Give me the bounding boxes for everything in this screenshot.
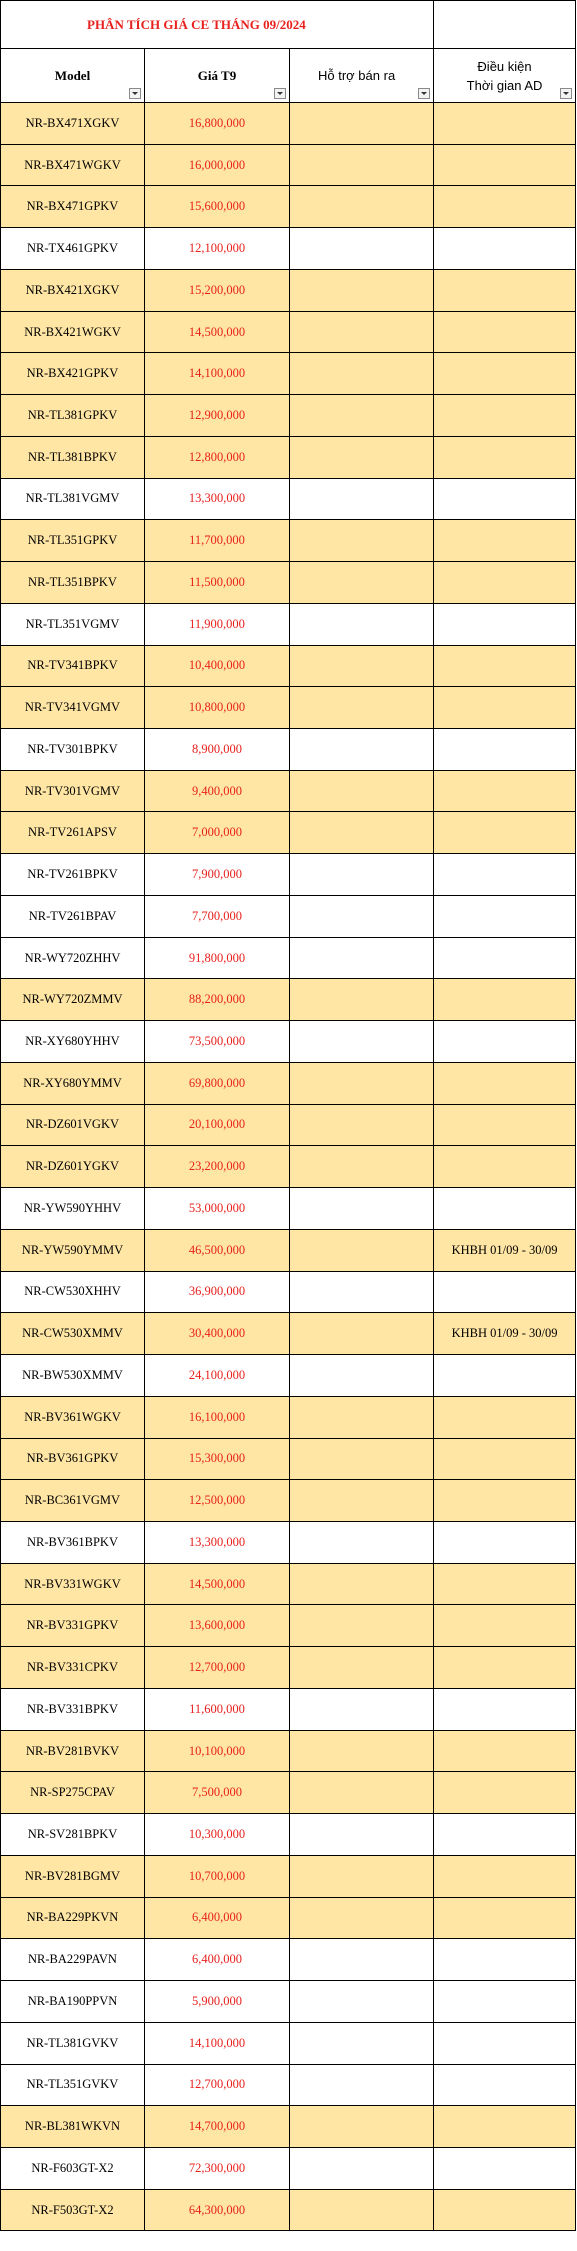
model-cell[interactable]: NR-BV361WGKV bbox=[1, 1396, 145, 1438]
table-row bbox=[1, 1563, 576, 1605]
condition-cell[interactable] bbox=[434, 895, 576, 937]
price-cell[interactable]: 7,500,000 bbox=[145, 1772, 290, 1814]
condition-cell[interactable] bbox=[434, 603, 576, 645]
price-cell[interactable]: 91,800,000 bbox=[145, 937, 290, 979]
table-row bbox=[1, 1897, 576, 1939]
condition-cell[interactable] bbox=[434, 2147, 576, 2189]
table-row bbox=[1, 1396, 576, 1438]
price-cell[interactable]: 15,300,000 bbox=[145, 1438, 290, 1480]
price-cell[interactable]: 10,700,000 bbox=[145, 1855, 290, 1897]
model-cell[interactable]: NR-CW530XHHV bbox=[1, 1271, 145, 1313]
model-cell[interactable]: NR-BV281BGMV bbox=[1, 1855, 145, 1897]
price-cell[interactable]: 12,900,000 bbox=[145, 395, 290, 437]
table-row bbox=[1, 729, 576, 771]
sheet-title[interactable]: PHÂN TÍCH GIÁ CE THÁNG 09/2024 bbox=[1, 1, 434, 49]
support-cell[interactable] bbox=[290, 144, 434, 186]
condition-cell[interactable] bbox=[434, 353, 576, 395]
title-row bbox=[1, 1, 576, 49]
price-cell[interactable]: 12,500,000 bbox=[145, 1480, 290, 1522]
table-row bbox=[1, 645, 576, 687]
price-cell[interactable]: 6,400,000 bbox=[145, 1939, 290, 1981]
support-cell[interactable] bbox=[290, 2147, 434, 2189]
support-cell[interactable] bbox=[290, 478, 434, 520]
table-row bbox=[1, 937, 576, 979]
model-cell[interactable]: NR-F503GT-X2 bbox=[1, 2189, 145, 2231]
support-cell[interactable] bbox=[290, 186, 434, 228]
condition-cell[interactable] bbox=[434, 1480, 576, 1522]
table-row bbox=[1, 1229, 576, 1271]
model-cell[interactable]: NR-TV301BPKV bbox=[1, 729, 145, 771]
condition-cell[interactable] bbox=[434, 520, 576, 562]
condition-cell[interactable] bbox=[434, 645, 576, 687]
table-row bbox=[1, 269, 576, 311]
model-cell[interactable]: NR-TL381BPKV bbox=[1, 436, 145, 478]
table-row bbox=[1, 186, 576, 228]
model-cell[interactable]: NR-TV261BPKV bbox=[1, 854, 145, 896]
support-cell[interactable] bbox=[290, 1021, 434, 1063]
table-row bbox=[1, 436, 576, 478]
table-row bbox=[1, 1855, 576, 1897]
price-cell[interactable]: 11,700,000 bbox=[145, 520, 290, 562]
condition-cell[interactable] bbox=[434, 1438, 576, 1480]
model-cell[interactable]: NR-DZ601VGKV bbox=[1, 1104, 145, 1146]
price-cell[interactable]: 12,100,000 bbox=[145, 228, 290, 270]
table-row bbox=[1, 687, 576, 729]
table-row bbox=[1, 1772, 576, 1814]
support-cell[interactable] bbox=[290, 979, 434, 1021]
model-cell[interactable]: NR-WY720ZHHV bbox=[1, 937, 145, 979]
table-row bbox=[1, 1313, 576, 1355]
support-cell[interactable] bbox=[290, 1480, 434, 1522]
header-model[interactable] bbox=[1, 49, 145, 103]
table-row bbox=[1, 562, 576, 604]
model-cell[interactable]: NR-SV281BPKV bbox=[1, 1814, 145, 1856]
support-cell[interactable] bbox=[290, 353, 434, 395]
condition-cell[interactable]: KHBH 01/09 - 30/09 bbox=[434, 1313, 576, 1355]
support-cell[interactable] bbox=[290, 2189, 434, 2231]
condition-cell[interactable] bbox=[434, 937, 576, 979]
model-cell[interactable]: NR-DZ601YGKV bbox=[1, 1146, 145, 1188]
header-condition-label-line2: Thời gian AD bbox=[466, 77, 543, 93]
model-cell[interactable]: NR-BV331GPKV bbox=[1, 1605, 145, 1647]
support-cell[interactable] bbox=[290, 1563, 434, 1605]
model-cell[interactable]: NR-BX421GPKV bbox=[1, 353, 145, 395]
support-cell[interactable] bbox=[290, 1897, 434, 1939]
model-cell[interactable]: NR-XY680YMMV bbox=[1, 1062, 145, 1104]
condition-cell[interactable] bbox=[434, 1855, 576, 1897]
table-row bbox=[1, 103, 576, 145]
condition-cell[interactable] bbox=[434, 1647, 576, 1689]
price-cell[interactable]: 46,500,000 bbox=[145, 1229, 290, 1271]
table-row bbox=[1, 1062, 576, 1104]
condition-cell[interactable]: KHBH 01/09 - 30/09 bbox=[434, 1229, 576, 1271]
header-price-label: Giá T9 bbox=[197, 67, 237, 83]
table-row bbox=[1, 1688, 576, 1730]
support-cell[interactable] bbox=[290, 1396, 434, 1438]
table-row bbox=[1, 1271, 576, 1313]
condition-cell[interactable] bbox=[434, 228, 576, 270]
model-cell[interactable]: NR-TV341BPKV bbox=[1, 645, 145, 687]
price-cell[interactable]: 13,300,000 bbox=[145, 478, 290, 520]
model-cell[interactable]: NR-TV261BPAV bbox=[1, 895, 145, 937]
model-cell[interactable]: NR-TV341VGMV bbox=[1, 687, 145, 729]
header-price[interactable] bbox=[145, 49, 290, 103]
model-cell[interactable]: NR-XY680YHHV bbox=[1, 1021, 145, 1063]
support-cell[interactable] bbox=[290, 1981, 434, 2023]
price-cell[interactable]: 8,900,000 bbox=[145, 729, 290, 771]
price-cell[interactable]: 15,600,000 bbox=[145, 186, 290, 228]
support-cell[interactable] bbox=[290, 645, 434, 687]
filter-dropdown-icon[interactable] bbox=[129, 88, 141, 99]
model-cell[interactable]: NR-BA229PKVN bbox=[1, 1897, 145, 1939]
price-cell[interactable]: 15,200,000 bbox=[145, 269, 290, 311]
model-cell[interactable]: NR-TL351GPKV bbox=[1, 520, 145, 562]
model-cell[interactable]: NR-F603GT-X2 bbox=[1, 2147, 145, 2189]
filter-dropdown-icon[interactable] bbox=[560, 88, 572, 99]
support-cell[interactable] bbox=[290, 854, 434, 896]
header-condition-label-line1: Điều kiện bbox=[477, 58, 532, 74]
model-cell[interactable]: NR-BX471GPKV bbox=[1, 186, 145, 228]
support-cell[interactable] bbox=[290, 1271, 434, 1313]
price-cell[interactable]: 12,800,000 bbox=[145, 436, 290, 478]
support-cell[interactable] bbox=[290, 520, 434, 562]
table-row bbox=[1, 895, 576, 937]
price-cell[interactable]: 7,000,000 bbox=[145, 812, 290, 854]
price-cell[interactable]: 11,600,000 bbox=[145, 1688, 290, 1730]
condition-cell[interactable] bbox=[434, 1355, 576, 1397]
table-row bbox=[1, 2147, 576, 2189]
table-row bbox=[1, 1188, 576, 1230]
condition-cell[interactable] bbox=[434, 436, 576, 478]
price-cell[interactable]: 12,700,000 bbox=[145, 2064, 290, 2106]
table-row bbox=[1, 1521, 576, 1563]
table-row bbox=[1, 1730, 576, 1772]
condition-cell[interactable] bbox=[434, 186, 576, 228]
table-row bbox=[1, 144, 576, 186]
support-cell[interactable] bbox=[290, 562, 434, 604]
price-cell[interactable]: 64,300,000 bbox=[145, 2189, 290, 2231]
model-cell[interactable]: NR-BX471WGKV bbox=[1, 144, 145, 186]
table-row bbox=[1, 1355, 576, 1397]
header-support[interactable] bbox=[290, 49, 434, 103]
table-row bbox=[1, 1480, 576, 1522]
support-cell[interactable] bbox=[290, 1730, 434, 1772]
table-row bbox=[1, 311, 576, 353]
condition-cell[interactable] bbox=[434, 1396, 576, 1438]
model-cell[interactable]: NR-BX471XGKV bbox=[1, 103, 145, 145]
table-row bbox=[1, 854, 576, 896]
condition-cell[interactable] bbox=[434, 1563, 576, 1605]
price-cell[interactable]: 14,500,000 bbox=[145, 1563, 290, 1605]
condition-cell[interactable] bbox=[434, 1521, 576, 1563]
condition-cell[interactable] bbox=[434, 770, 576, 812]
condition-cell[interactable] bbox=[434, 1897, 576, 1939]
support-cell[interactable] bbox=[290, 1605, 434, 1647]
support-cell[interactable] bbox=[290, 395, 434, 437]
model-cell[interactable]: NR-TL381VGMV bbox=[1, 478, 145, 520]
model-cell[interactable]: NR-CW530XMMV bbox=[1, 1313, 145, 1355]
table-row bbox=[1, 979, 576, 1021]
header-model-label: Model bbox=[54, 67, 91, 83]
price-cell[interactable]: 7,900,000 bbox=[145, 854, 290, 896]
price-cell[interactable]: 14,500,000 bbox=[145, 311, 290, 353]
table-row bbox=[1, 1814, 576, 1856]
filter-dropdown-icon[interactable] bbox=[274, 88, 286, 99]
support-cell[interactable] bbox=[290, 1438, 434, 1480]
model-cell[interactable]: NR-SP275CPAV bbox=[1, 1772, 145, 1814]
condition-cell[interactable] bbox=[434, 395, 576, 437]
support-cell[interactable] bbox=[290, 1647, 434, 1689]
table-row bbox=[1, 1647, 576, 1689]
model-cell[interactable]: NR-BL381WKVN bbox=[1, 2106, 145, 2148]
condition-cell[interactable] bbox=[434, 1730, 576, 1772]
price-cell[interactable]: 16,100,000 bbox=[145, 1396, 290, 1438]
model-cell[interactable]: NR-TV301VGMV bbox=[1, 770, 145, 812]
model-cell[interactable]: NR-YW590YHHV bbox=[1, 1188, 145, 1230]
condition-cell[interactable] bbox=[434, 1188, 576, 1230]
condition-cell[interactable] bbox=[434, 103, 576, 145]
support-cell[interactable] bbox=[290, 770, 434, 812]
price-cell[interactable]: 12,700,000 bbox=[145, 1647, 290, 1689]
table-row bbox=[1, 2022, 576, 2064]
price-cell[interactable]: 16,000,000 bbox=[145, 144, 290, 186]
condition-cell[interactable] bbox=[434, 1772, 576, 1814]
support-cell[interactable] bbox=[290, 1313, 434, 1355]
price-cell[interactable]: 11,900,000 bbox=[145, 603, 290, 645]
header-support-label: Hỗ trợ bán ra bbox=[318, 68, 396, 83]
condition-cell[interactable] bbox=[434, 1688, 576, 1730]
condition-cell[interactable] bbox=[434, 1939, 576, 1981]
model-cell[interactable]: NR-YW590YMMV bbox=[1, 1229, 145, 1271]
model-cell[interactable]: NR-TX461GPKV bbox=[1, 228, 145, 270]
price-cell[interactable]: 24,100,000 bbox=[145, 1355, 290, 1397]
condition-cell[interactable] bbox=[434, 729, 576, 771]
table-row bbox=[1, 603, 576, 645]
model-cell[interactable]: NR-BV361BPKV bbox=[1, 1521, 145, 1563]
price-cell[interactable]: 11,500,000 bbox=[145, 562, 290, 604]
price-cell[interactable]: 23,200,000 bbox=[145, 1146, 290, 1188]
model-cell[interactable]: NR-TL381GPKV bbox=[1, 395, 145, 437]
table-row bbox=[1, 1146, 576, 1188]
price-cell[interactable]: 72,300,000 bbox=[145, 2147, 290, 2189]
table-row bbox=[1, 2189, 576, 2231]
support-cell[interactable] bbox=[290, 103, 434, 145]
price-cell[interactable]: 9,400,000 bbox=[145, 770, 290, 812]
model-cell[interactable]: NR-BV331WGKV bbox=[1, 1563, 145, 1605]
price-cell[interactable]: 14,100,000 bbox=[145, 2022, 290, 2064]
price-cell[interactable]: 14,100,000 bbox=[145, 353, 290, 395]
table-row bbox=[1, 812, 576, 854]
price-cell[interactable]: 53,000,000 bbox=[145, 1188, 290, 1230]
model-cell[interactable]: NR-TL351BPKV bbox=[1, 562, 145, 604]
price-cell[interactable]: 10,100,000 bbox=[145, 1730, 290, 1772]
price-cell[interactable]: 16,800,000 bbox=[145, 103, 290, 145]
price-cell[interactable]: 13,300,000 bbox=[145, 1521, 290, 1563]
condition-cell[interactable] bbox=[434, 2189, 576, 2231]
model-cell[interactable]: NR-TL351GVKV bbox=[1, 2064, 145, 2106]
table-row bbox=[1, 1021, 576, 1063]
support-cell[interactable] bbox=[290, 1688, 434, 1730]
price-cell[interactable]: 30,400,000 bbox=[145, 1313, 290, 1355]
support-cell[interactable] bbox=[290, 895, 434, 937]
support-cell[interactable] bbox=[290, 311, 434, 353]
price-cell[interactable]: 5,900,000 bbox=[145, 1981, 290, 2023]
table-row bbox=[1, 478, 576, 520]
price-cell[interactable]: 88,200,000 bbox=[145, 979, 290, 1021]
support-cell[interactable] bbox=[290, 729, 434, 771]
price-cell[interactable]: 73,500,000 bbox=[145, 1021, 290, 1063]
condition-cell[interactable] bbox=[434, 1104, 576, 1146]
table-row bbox=[1, 1438, 576, 1480]
model-cell[interactable]: NR-BA190PPVN bbox=[1, 1981, 145, 2023]
table-row bbox=[1, 520, 576, 562]
condition-cell[interactable] bbox=[434, 478, 576, 520]
support-cell[interactable] bbox=[290, 1772, 434, 1814]
condition-cell[interactable] bbox=[434, 562, 576, 604]
condition-cell[interactable] bbox=[434, 979, 576, 1021]
model-cell[interactable]: NR-TL351VGMV bbox=[1, 603, 145, 645]
condition-cell[interactable] bbox=[434, 2106, 576, 2148]
price-cell[interactable]: 20,100,000 bbox=[145, 1104, 290, 1146]
condition-cell[interactable] bbox=[434, 854, 576, 896]
table-row bbox=[1, 2106, 576, 2148]
table-row bbox=[1, 1605, 576, 1647]
support-cell[interactable] bbox=[290, 228, 434, 270]
filter-dropdown-icon[interactable] bbox=[418, 88, 430, 99]
model-cell[interactable]: NR-BW530XMMV bbox=[1, 1355, 145, 1397]
model-cell[interactable]: NR-BV361GPKV bbox=[1, 1438, 145, 1480]
condition-cell[interactable] bbox=[434, 1814, 576, 1856]
table-row bbox=[1, 353, 576, 395]
support-cell[interactable] bbox=[290, 1229, 434, 1271]
title-empty-cell[interactable] bbox=[434, 1, 576, 49]
price-cell[interactable]: 14,700,000 bbox=[145, 2106, 290, 2148]
price-cell[interactable]: 7,700,000 bbox=[145, 895, 290, 937]
condition-cell[interactable] bbox=[434, 812, 576, 854]
model-cell[interactable]: NR-BA229PAVN bbox=[1, 1939, 145, 1981]
condition-cell[interactable] bbox=[434, 1062, 576, 1104]
support-cell[interactable] bbox=[290, 1855, 434, 1897]
model-cell[interactable]: NR-BV331CPKV bbox=[1, 1647, 145, 1689]
table-row bbox=[1, 1939, 576, 1981]
support-cell[interactable] bbox=[290, 436, 434, 478]
price-cell[interactable]: 6,400,000 bbox=[145, 1897, 290, 1939]
condition-cell[interactable] bbox=[434, 144, 576, 186]
support-cell[interactable] bbox=[290, 937, 434, 979]
support-cell[interactable] bbox=[290, 1188, 434, 1230]
model-cell[interactable]: NR-TV261APSV bbox=[1, 812, 145, 854]
table-row bbox=[1, 1104, 576, 1146]
condition-cell[interactable] bbox=[434, 1981, 576, 2023]
support-cell[interactable] bbox=[290, 1104, 434, 1146]
condition-cell[interactable] bbox=[434, 269, 576, 311]
condition-cell[interactable] bbox=[434, 311, 576, 353]
table-row bbox=[1, 770, 576, 812]
model-cell[interactable]: NR-TL381GVKV bbox=[1, 2022, 145, 2064]
model-cell[interactable]: NR-BV281BVKV bbox=[1, 1730, 145, 1772]
header-row bbox=[1, 49, 576, 103]
table-row bbox=[1, 395, 576, 437]
support-cell[interactable] bbox=[290, 687, 434, 729]
support-cell[interactable] bbox=[290, 1814, 434, 1856]
support-cell[interactable] bbox=[290, 1521, 434, 1563]
condition-cell[interactable] bbox=[434, 687, 576, 729]
condition-cell[interactable] bbox=[434, 1146, 576, 1188]
condition-cell[interactable] bbox=[434, 1021, 576, 1063]
table-row bbox=[1, 2064, 576, 2106]
price-cell[interactable]: 10,400,000 bbox=[145, 645, 290, 687]
condition-cell[interactable] bbox=[434, 2022, 576, 2064]
model-cell[interactable]: NR-BV331BPKV bbox=[1, 1688, 145, 1730]
price-cell[interactable]: 10,800,000 bbox=[145, 687, 290, 729]
header-condition[interactable] bbox=[434, 49, 576, 103]
support-cell[interactable] bbox=[290, 269, 434, 311]
support-cell[interactable] bbox=[290, 2106, 434, 2148]
support-cell[interactable] bbox=[290, 1939, 434, 1981]
price-cell[interactable]: 69,800,000 bbox=[145, 1062, 290, 1104]
table-row bbox=[1, 228, 576, 270]
support-cell[interactable] bbox=[290, 603, 434, 645]
price-cell[interactable]: 36,900,000 bbox=[145, 1271, 290, 1313]
condition-cell[interactable] bbox=[434, 2064, 576, 2106]
support-cell[interactable] bbox=[290, 1146, 434, 1188]
support-cell[interactable] bbox=[290, 1355, 434, 1397]
price-cell[interactable]: 10,300,000 bbox=[145, 1814, 290, 1856]
condition-cell[interactable] bbox=[434, 1271, 576, 1313]
support-cell[interactable] bbox=[290, 812, 434, 854]
support-cell[interactable] bbox=[290, 1062, 434, 1104]
model-cell[interactable]: NR-WY720ZMMV bbox=[1, 979, 145, 1021]
table-row bbox=[1, 1981, 576, 2023]
model-cell[interactable]: NR-BX421WGKV bbox=[1, 311, 145, 353]
condition-cell[interactable] bbox=[434, 1605, 576, 1647]
support-cell[interactable] bbox=[290, 2064, 434, 2106]
model-cell[interactable]: NR-BX421XGKV bbox=[1, 269, 145, 311]
model-cell[interactable]: NR-BC361VGMV bbox=[1, 1480, 145, 1522]
price-cell[interactable]: 13,600,000 bbox=[145, 1605, 290, 1647]
support-cell[interactable] bbox=[290, 2022, 434, 2064]
